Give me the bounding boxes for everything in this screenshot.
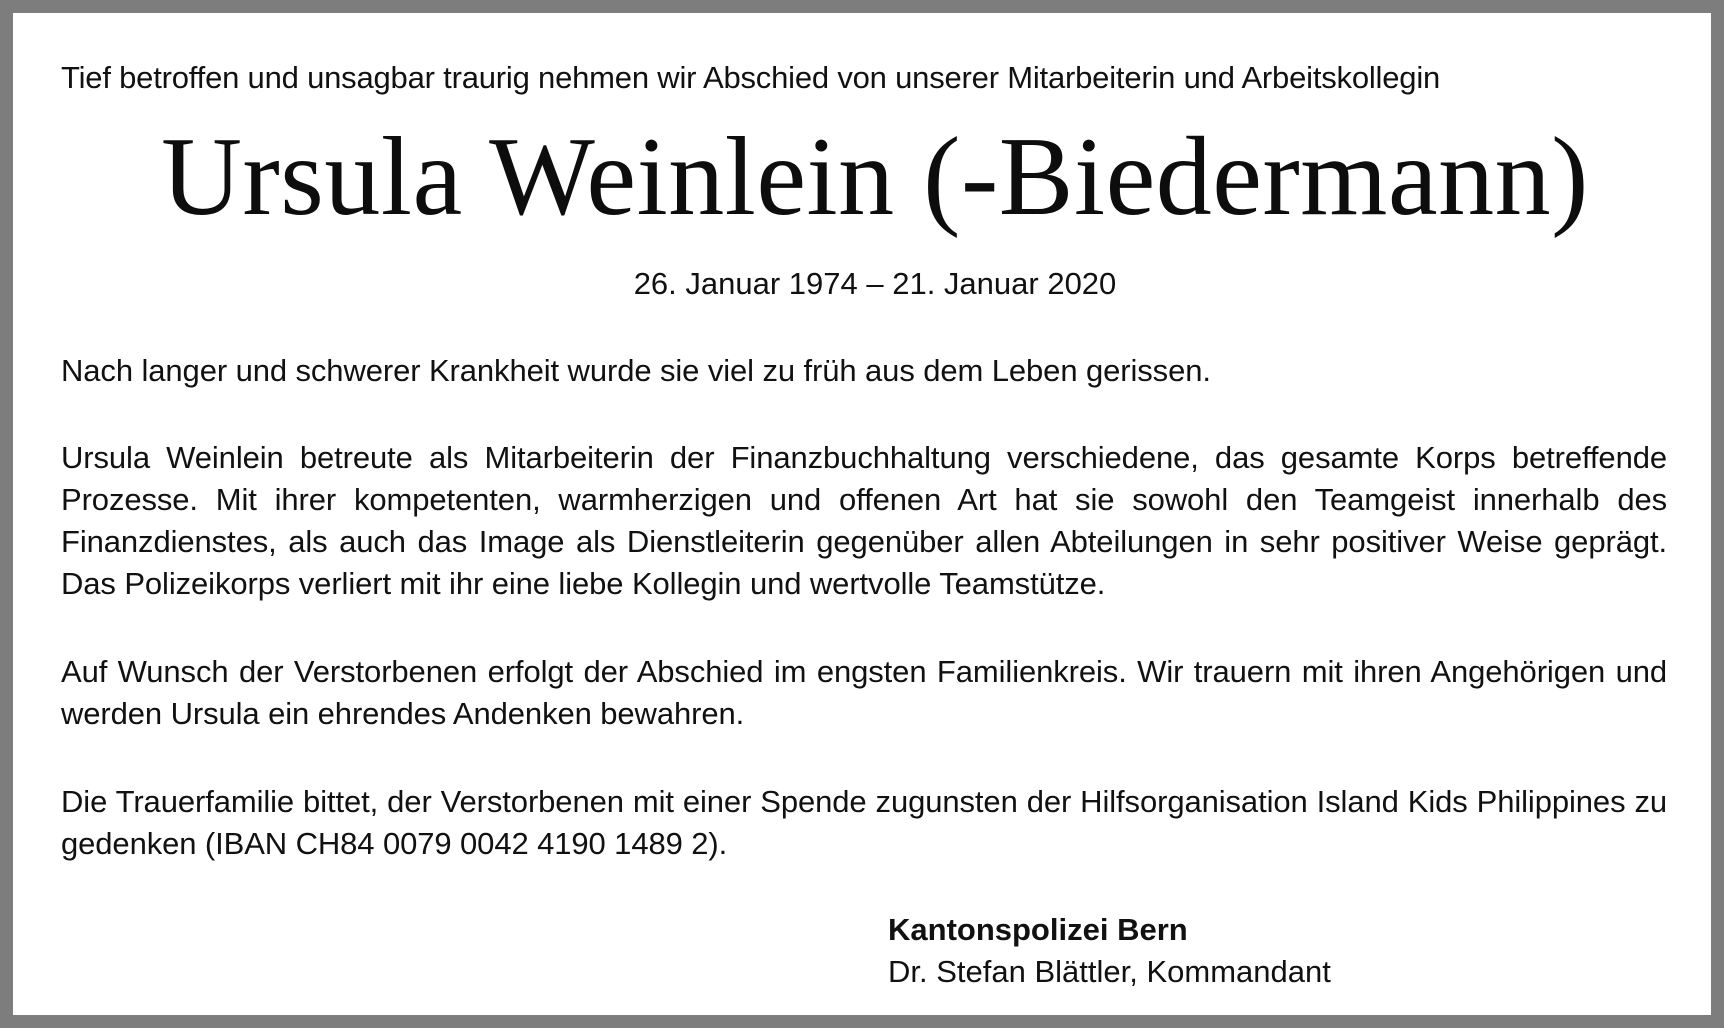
- signature-organization: Kantonspolizei Bern: [888, 912, 1188, 947]
- paragraph-donation: Die Trauerfamilie bittet, der Verstorbenen mit einer Spende zugunsten der Hilfsorganisation Island Kids Philippines zu gedenken (IBAN CH84 0079 0042 4190 1489 2).: [61, 784, 1667, 861]
- intro-line: Tief betroffen und unsagbar traurig nehmen wir Abschied von unserer Mitarbeiterin und Arbeitskollegin: [61, 60, 1441, 95]
- obituary-notice: [13, 13, 1711, 1015]
- signature-person: Dr. Stefan Blättler, Kommandant: [888, 954, 1331, 989]
- signature-block: [888, 909, 1331, 993]
- paragraph-farewell: Auf Wunsch der Verstorbenen erfolgt der Abschied im engsten Familienkreis. Wir trauern mit ihren Angehörigen und werden Ursula ein ehrendes Andenken bewahren.: [61, 654, 1667, 731]
- deceased-name: Ursula Weinlein (-Biedermann): [161, 115, 1589, 239]
- paragraph-illness: Nach langer und schwerer Krankheit wurde sie viel zu früh aus dem Leben gerissen.: [61, 353, 1211, 388]
- life-dates: 26. Januar 1974 – 21. Januar 2020: [633, 266, 1117, 301]
- paragraph-tribute: Ursula Weinlein betreute als Mitarbeiterin der Finanzbuchhaltung verschiedene, das gesamte Korps betreffende Prozesse. Mit ihrer kompetenten, warmherzigen und offenen Art hat sie sowohl den Teamgeist innerhalb des Finanzdienstes, als auch das Image als Dienstleiterin gegenüber allen Abteilungen in sehr positiver Weise geprägt. Das Polizeikorps verliert mit ihr eine liebe Kollegin und wertvolle Teamstütze.: [61, 440, 1667, 601]
